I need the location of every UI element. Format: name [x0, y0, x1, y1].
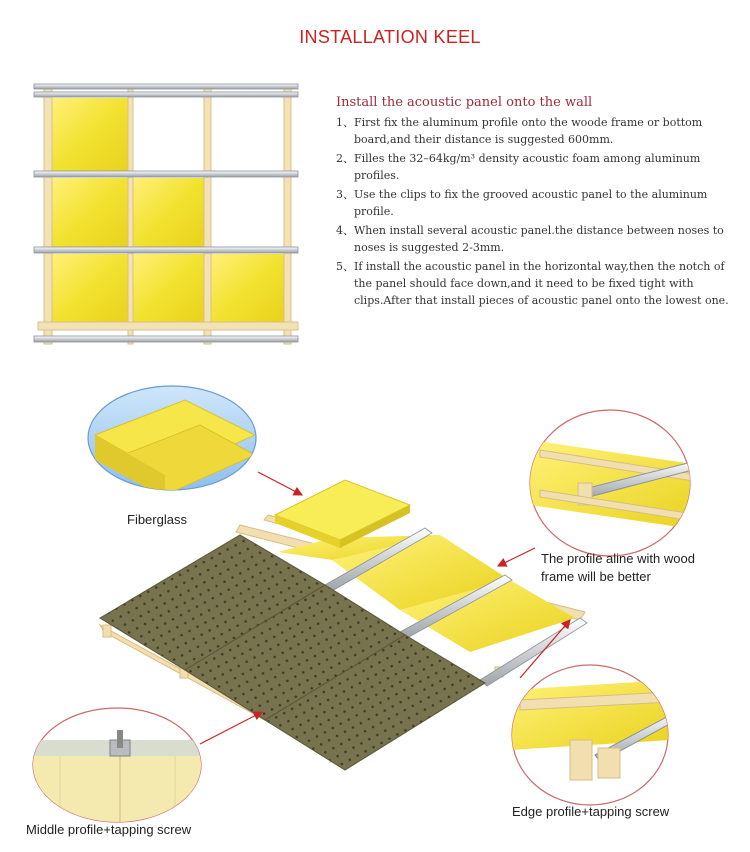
profile-label-line2: frame will be better	[541, 569, 651, 584]
profile-callout	[530, 410, 700, 556]
fiberglass-block	[52, 98, 128, 173]
fiberglass-block	[210, 254, 286, 324]
step-text: When install several acoustic panel.the distance between noses to noses is suggested 2-3mm.	[354, 224, 724, 254]
step-number: 2、	[336, 152, 354, 165]
keel-frame-illustration	[30, 78, 305, 350]
instructions-block	[336, 95, 736, 311]
fiberglass-block	[132, 178, 204, 248]
step-number: 5、	[336, 260, 354, 273]
fiberglass-block	[52, 254, 128, 324]
step-text: First fix the aluminum profile onto the woode frame or bottom board,and their distance is suggested 600mm.	[354, 116, 703, 146]
instructions-heading: Install the acoustic panel onto the wall	[336, 95, 593, 110]
instruction-step	[336, 150, 736, 184]
step-text: Use the clips to fix the grooved acoustic panel to the aluminum profile.	[354, 188, 708, 218]
step-text: Filles the 32–64kg/m³ density acoustic foam among aluminum profiles.	[354, 152, 701, 182]
page-title: INSTALLATION KEEL	[299, 27, 481, 47]
middle-callout	[30, 708, 210, 826]
step-number: 1、	[336, 116, 354, 129]
step-number: 4、	[336, 224, 354, 237]
instruction-step	[336, 186, 736, 220]
instruction-step	[336, 222, 736, 256]
assembly-diagram	[0, 380, 750, 852]
profile-label-line1: The profile aline with wood	[541, 551, 695, 566]
step-text: If install the acoustic panel in the horizontal way,then the notch of the panel should face down,and it need to be fixed tight with clips.After that install pieces of acoustic panel onto the lowest one.	[354, 260, 729, 307]
step-number: 3、	[336, 188, 354, 201]
fiberglass-block	[132, 254, 204, 324]
fiberglass-callout	[88, 386, 256, 498]
instruction-step	[336, 258, 736, 309]
instruction-step	[336, 114, 736, 148]
edge-callout	[510, 665, 684, 805]
fiberglass-block	[52, 178, 128, 248]
fiberglass-label: Fiberglass	[127, 512, 187, 527]
edge-profile-label: Edge profile+tapping screw	[512, 804, 670, 819]
middle-profile-label: Middle profile+tapping screw	[26, 822, 192, 837]
